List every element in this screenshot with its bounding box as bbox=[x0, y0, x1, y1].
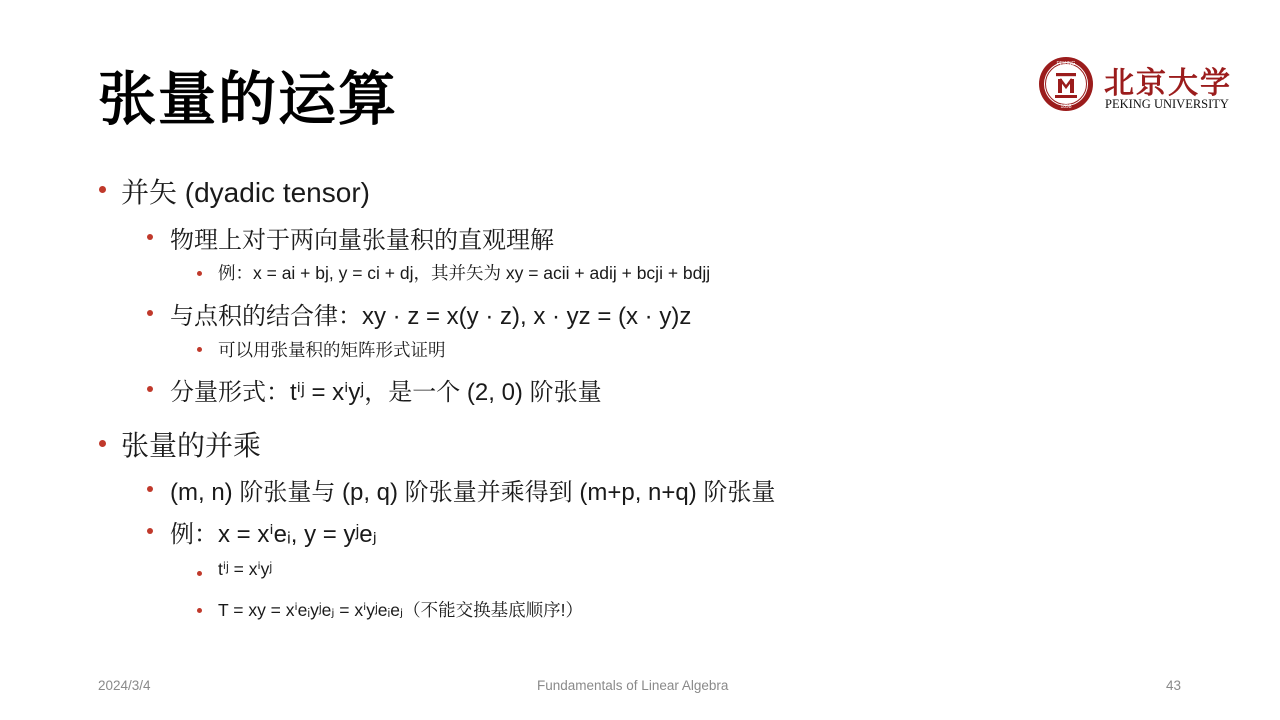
footer-course-title: Fundamentals of Linear Algebra bbox=[537, 678, 729, 693]
footer-page-number: 43 bbox=[1166, 678, 1182, 693]
bullet-icon bbox=[197, 347, 202, 352]
svg-text:PEKING: PEKING bbox=[1056, 61, 1076, 67]
bullet-icon bbox=[197, 271, 202, 276]
bullet-icon bbox=[99, 186, 106, 193]
bullet-icon bbox=[147, 234, 153, 240]
bullet-item-level2: 例：x = xⁱeᵢ, y = yʲeⱼ bbox=[170, 521, 377, 548]
bullet-icon bbox=[147, 310, 153, 316]
bullet-item-level3: 可以用张量积的矩阵形式证明 bbox=[218, 340, 446, 360]
bullet-item-level3: T = xy = xⁱeᵢyʲeⱼ = xⁱyʲeᵢeⱼ（不能交换基底顺序!） bbox=[218, 600, 583, 620]
bullet-item-level2: 物理上对于两向量张量积的直观理解 bbox=[170, 227, 554, 254]
bullet-item-level1: 张量的并乘 bbox=[121, 430, 262, 461]
bullet-icon bbox=[147, 528, 153, 534]
logo-chinese-name: 北京大学 bbox=[1104, 66, 1232, 101]
bullet-item-level2: 与点积的结合律：xy · z = x(y · z), x · yz = (x · y)z bbox=[170, 303, 692, 330]
bullet-item-level2: 分量形式：tⁱʲ = xⁱyʲ，是一个 (2, 0) 阶张量 bbox=[170, 379, 602, 406]
bullet-icon bbox=[99, 440, 106, 447]
bullet-item-level1: 并矢 (dyadic tensor) bbox=[121, 177, 370, 208]
bullet-icon bbox=[147, 386, 153, 392]
bullet-icon bbox=[147, 486, 153, 492]
footer-date: 2024/3/4 bbox=[98, 678, 151, 693]
bullet-item-level3: 例：x = ai + bj, y = ci + dj，其并矢为 xy = acii + adij + bcji + bdjj bbox=[218, 263, 711, 283]
bullet-item-level2: (m, n) 阶张量与 (p, q) 阶张量并乘得到 (m+p, n+q) 阶张量 bbox=[170, 479, 776, 506]
bullet-icon bbox=[197, 571, 202, 576]
svg-text:1898: 1898 bbox=[1060, 104, 1072, 110]
slide-title: 张量的运算 bbox=[98, 65, 399, 133]
bullet-icon bbox=[197, 608, 202, 613]
bullet-item-level3: tⁱʲ = xⁱyʲ bbox=[218, 559, 273, 579]
logo-english-name: PEKING UNIVERSITY bbox=[1105, 97, 1229, 111]
